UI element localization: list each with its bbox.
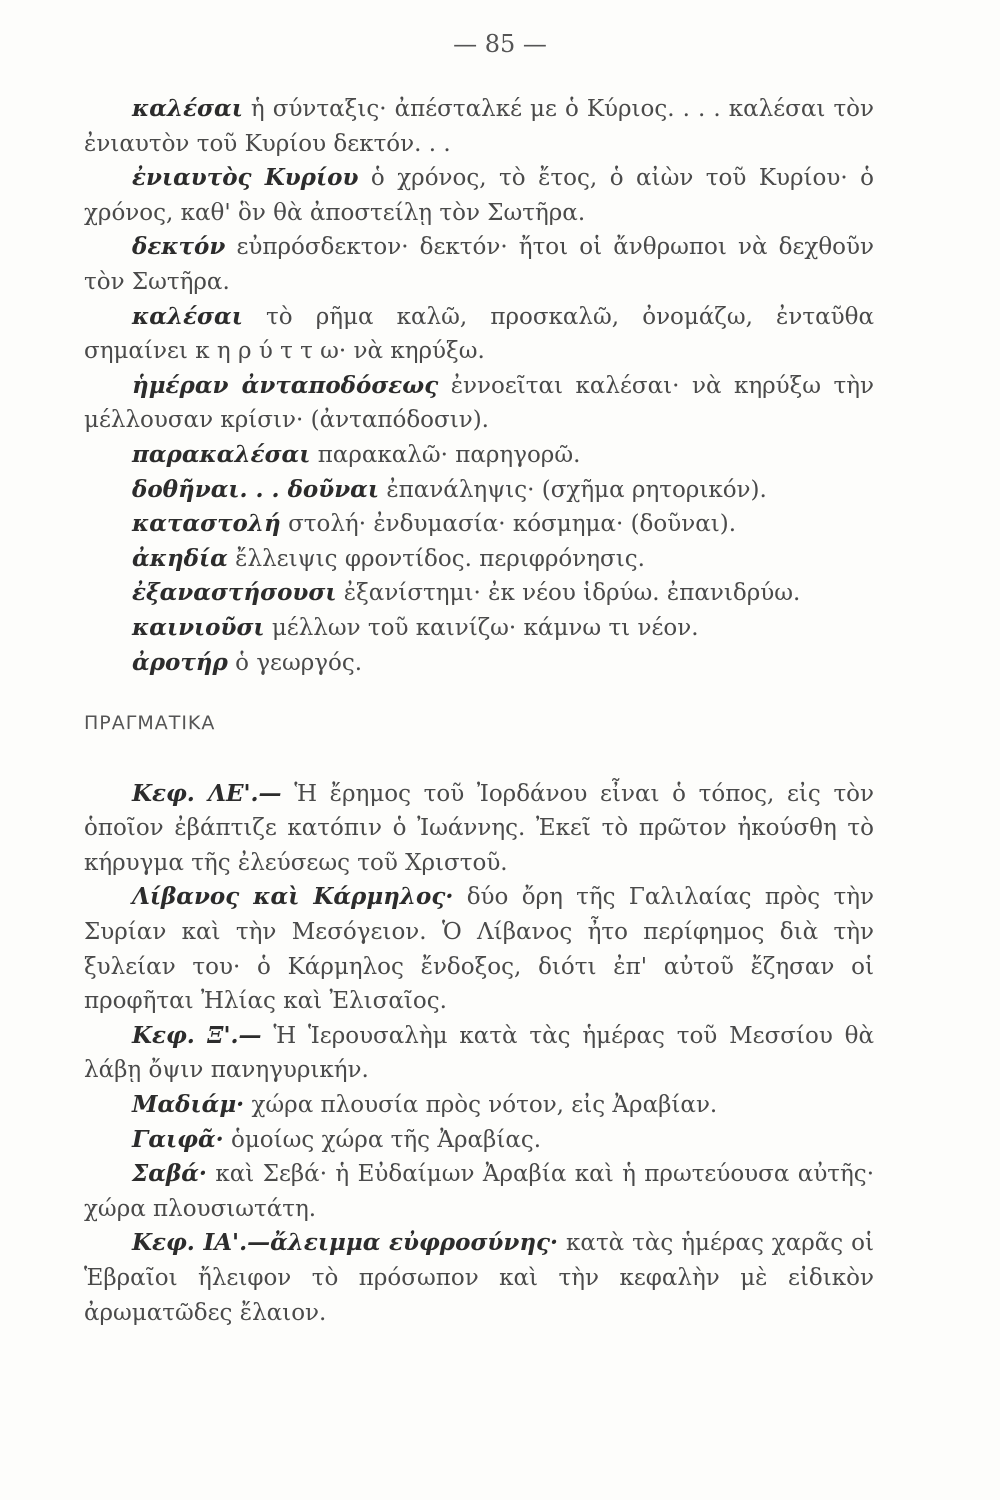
gloss-entry xyxy=(84,300,874,369)
note-text: χώρα πλουσία πρὸς νότον, εἰς Ἀραβίαν. xyxy=(251,1092,718,1119)
note-entry xyxy=(84,1019,874,1088)
gloss-entry xyxy=(84,473,874,508)
gloss-term: καταστολή xyxy=(132,510,281,538)
note-entry xyxy=(84,777,874,881)
gloss-text: ἐξανίστημι· ἐκ νέου ἱδρύω. ἐπανιδρύω. xyxy=(343,580,801,607)
gloss-entry xyxy=(84,542,874,577)
gloss-entry xyxy=(84,161,874,230)
note-entry xyxy=(84,1123,874,1158)
gloss-term: ἀροτήρ xyxy=(132,648,228,676)
note-term: Γαιφᾶ· xyxy=(132,1125,224,1153)
note-text: δύο ὄρη τῆς Γαλιλαίας πρὸς τὴν Συρίαν καὶ τὴν Μεσόγειον. Ὁ Λίβανος ἦτο περίφημος διὰ τὴν ξυλείαν του· ὁ Κάρμηλος ἔνδοξος, διότι ἐπ' αὐτοῦ ἔζησαν οἱ προφῆται Ἠλίας καὶ Ἐλισαῖος. xyxy=(84,884,874,1015)
gloss-term: δεκτόν xyxy=(132,233,226,261)
note-entry xyxy=(84,1088,874,1123)
gloss-text: μέλλων τοῦ καινίζω· κάμνω τι νέον. xyxy=(271,614,699,641)
gloss-text: στολή· ἐνδυμασία· κόσμημα· (δοῦναι). xyxy=(288,511,737,538)
page-number: — 85 — xyxy=(453,30,547,58)
note-text: κατὰ τὰς ἡμέρας χαρᾶς οἱ Ἑβραῖοι ἤλειφον τὸ πρόσωπον καὶ τὴν κεφαλὴν μὲ εἰδικὸν ἀρωματῶδες ἔλαιον. xyxy=(84,1230,875,1326)
note-term: Σαβά· xyxy=(132,1160,207,1188)
note-entry xyxy=(84,1226,874,1330)
note-term: Κεφ. ΛΕ'.— xyxy=(132,779,282,807)
note-text: καὶ Σεβά· ἡ Εὐδαίμων Ἀραβία καὶ ἡ πρωτεύουσα αὐτῆς· χώρα πλουσιωτάτη. xyxy=(84,1161,875,1222)
gloss-entry xyxy=(84,576,874,611)
gloss-text: τὸ ρῆμα καλῶ, προσκαλῶ, ὀνομάζω, ἐνταῦθα σημαίνει κ η ρ ύ τ τ ω· νὰ κηρύξω. xyxy=(84,303,874,365)
gloss-text: ὁ γεωργός. xyxy=(235,649,363,676)
note-term: Κεφ. Ξ'.— xyxy=(132,1021,262,1049)
gloss-entry xyxy=(84,438,874,473)
gloss-term: καινιοῦσι xyxy=(132,613,265,641)
note-text: Ἡ ἔρημος τοῦ Ἰορδάνου εἶναι ὁ τόπος, εἰς τὸν ὁποῖον ἐβάπτιζε κατόπιν ὁ Ἰωάννης. Ἐκεῖ τὸ πρῶτον ἠκούσθη τὸ κήρυγμα τῆς ἐλεύσεως τοῦ Χριστοῦ. xyxy=(84,780,874,876)
note-term: Λίβανος καὶ Κάρμηλος· xyxy=(132,883,454,911)
gloss-term: ἀκηδία xyxy=(132,544,228,572)
note-term: Κεφ. ΙΑ'.—ἄλειμμα εὐφροσύνης· xyxy=(132,1229,559,1257)
gloss-term: παρακαλέσαι xyxy=(132,440,311,468)
gloss-text: ἐπανάληψις· (σχῆμα ρητορικόν). xyxy=(386,476,767,503)
gloss-text: ἡ σύνταξις· ἀπέσταλκέ με ὁ Κύριος. . . . καλέσαι τὸν ἐνιαυτὸν τοῦ Κυρίου δεκτόν. . . xyxy=(84,96,875,157)
page-body xyxy=(84,92,874,1330)
section-heading: ΠΡΑΓΜΑΤΙΚΑ xyxy=(84,712,216,735)
gloss-entry xyxy=(84,92,874,161)
gloss-text: ἔλλειψις φροντίδος. περιφρόνησις. xyxy=(235,545,645,572)
gloss-entry xyxy=(84,507,874,542)
note-entry xyxy=(84,880,874,1018)
gloss-text: παρακαλῶ· παρηγορῶ. xyxy=(317,441,581,468)
note-entry xyxy=(84,1157,874,1226)
gloss-entry xyxy=(84,646,874,681)
gloss-term: καλέσαι xyxy=(132,302,243,330)
gloss-term: ἡμέραν ἀνταποδόσεως xyxy=(132,371,439,399)
note-text: ὁμοίως χώρα τῆς Ἀραβίας. xyxy=(231,1126,542,1153)
note-text: Ἡ Ἱερουσαλὴμ κατὰ τὰς ἡμέρας τοῦ Μεσσίου θὰ λάβῃ ὄψιν πανηγυρικήν. xyxy=(84,1022,875,1084)
gloss-term: δοθῆναι. . . δοῦναι xyxy=(132,475,380,503)
gloss-term: καλέσαι xyxy=(132,95,243,122)
gloss-entry xyxy=(84,611,874,646)
note-term: Μαδιάμ· xyxy=(132,1091,245,1119)
gloss-text: εὐπρόσδεκτον· δεκτόν· ἤτοι οἱ ἄνθρωποι νὰ δεχθοῦν τὸν Σωτῆρα. xyxy=(84,234,874,295)
gloss-text: ἐννοεῖται καλέσαι· νὰ κηρύξω τὴν μέλλουσαν κρίσιν· (ἀνταπόδοσιν). xyxy=(84,372,874,434)
gloss-term: ἐνιαυτὸς Κυρίου xyxy=(132,164,359,192)
gloss-entry xyxy=(84,230,874,299)
gloss-text: ὁ χρόνος, τὸ ἔτος, ὁ αἰὼν τοῦ Κυρίου· ὁ χρόνος, καθ' ὃν θὰ ἀποστείλῃ τὸν Σωτῆρα. xyxy=(84,165,875,226)
gloss-entry xyxy=(84,369,874,438)
gloss-term: ἐξαναστήσουσι xyxy=(132,579,337,607)
